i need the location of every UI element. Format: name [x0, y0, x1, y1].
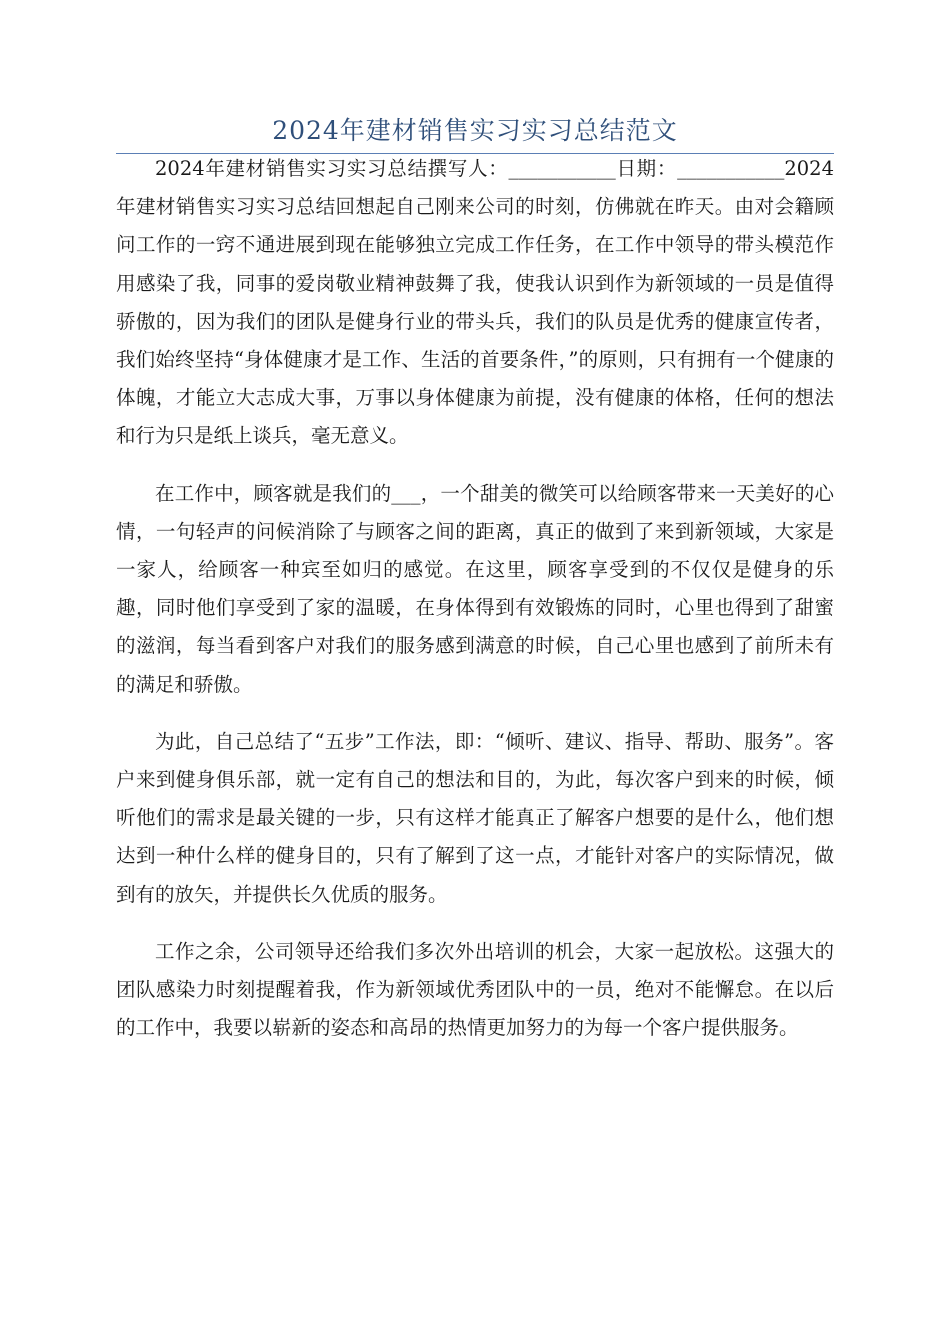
document-title: 2024年建材销售实习实习总结范文	[272, 116, 678, 145]
paragraph-customers: 在工作中，顾客就是我们的___，一个甜美的微笑可以给顾客带来一天美好的心情，一句轻声的问候消除了与顾客之间的距离，真正的做到了来到新领域，大家是一家人，给顾客一种宾至如归的感觉。在这里，顾客享受到的不仅仅是健身的乐趣，同时他们享受到了家的温暖，在身体得到有效锻炼的同时，心里也得到了甜蜜的滋润，每当看到客户对我们的服务感到满意的时候，自己心里也感到了前所未有的满足和骄傲。	[116, 481, 834, 696]
paragraph-five-steps: 为此，自己总结了“五步”工作法，即：“倾听、建议、指导、帮助、服务”。客户来到健身俱乐部，就一定有自己的想法和目的，为此，每次客户到来的时候，倾听他们的需求是最关键的一步，只有这样才能真正了解客户想要的是什么，他们想达到一种什么样的健身目的，只有了解到了这一点，才能针对客户的实际情况，做到有的放矢，并提供长久优质的服务。	[116, 729, 834, 906]
paragraph-intro: 2024年建材销售实习实习总结撰写人：___________日期：___________2024年建材销售实习实习总结回想起自己刚来公司的时刻，仿佛就在昨天。由对会籍顾问工作的一窍不通进展到现在能够独立完成工作任务，在工作中领导的带头模范作用感染了我，同事的爱岗敬业精神鼓舞了我，使我认识到作为新领域的一员是值得骄傲的，因为我们的团队是健身行业的带头兵，我们的队员是优秀的健康宣传者，我们始终坚持“身体健康才是工作、生活的首要条件，”的原则，只有拥有一个健康的体魄，才能立大志成大事，万事以身体健康为前提，没有健康的体格，任何的想法和行为只是纸上谈兵，毫无意义。	[116, 157, 834, 448]
paragraph-training: 工作之余，公司领导还给我们多次外出培训的机会，大家一起放松。这强大的团队感染力时刻提醒着我，作为新领域优秀团队中的一员，绝对不能懈怠。在以后的工作中，我要以崭新的姿态和高昂的热情更加努力的为每一个客户提供服务。	[116, 939, 834, 1040]
document-body	[116, 150, 834, 1047]
